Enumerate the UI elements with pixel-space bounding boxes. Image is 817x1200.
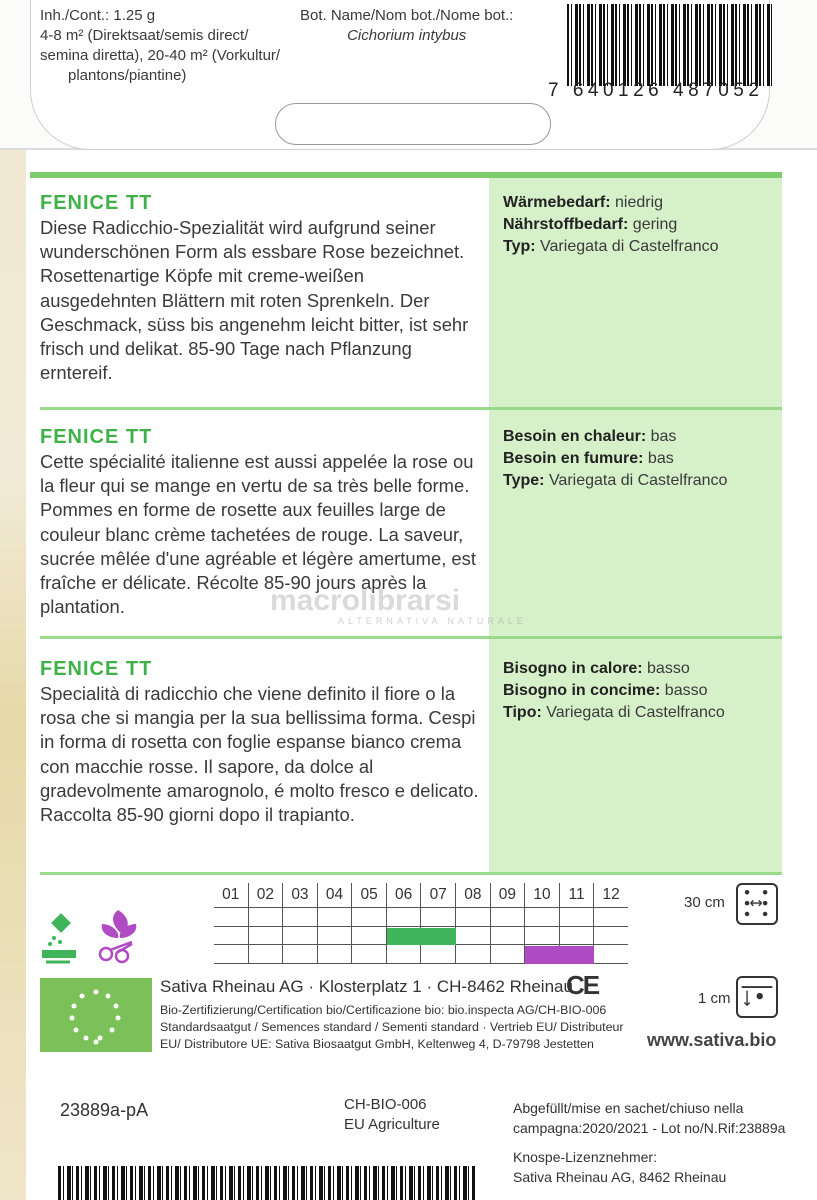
month-label: 08 — [455, 883, 490, 907]
contents-line: semina diretta), 20-40 m² (Vorkultur/ — [40, 47, 281, 64]
ean-number: 7 640126 487052 — [548, 80, 764, 101]
botanical-label: Bot. Name/Nom bot./Nome bot.: — [300, 7, 514, 24]
ce-mark: CE — [566, 970, 599, 1000]
eu-organic-logo — [40, 978, 152, 1052]
filling-info — [513, 1098, 785, 1138]
property-row: Type: Variegata di Castelfranco — [503, 472, 728, 489]
watermark-tagline: ALTERNATIVA NATURALE — [338, 616, 527, 626]
property-row: Tipo: Variegata di Castelfranco — [503, 704, 725, 721]
properties-italian — [503, 658, 725, 724]
property-row: Besoin en fumure: bas — [503, 450, 674, 467]
harvest-icon — [92, 906, 144, 966]
lot-code: 23889a-pA — [60, 1100, 149, 1120]
properties-german — [503, 192, 719, 258]
contents-line: 4-8 m² (Direktsaat/semis direct/ — [40, 27, 249, 44]
row-spacing-icon — [736, 883, 778, 925]
month-label: 03 — [282, 883, 317, 907]
sowing-calendar — [214, 883, 628, 963]
sowing-depth-icon — [736, 976, 778, 1018]
bio-code — [344, 1095, 440, 1135]
contents-line: Inh./Cont.: 1.25 g — [40, 7, 156, 24]
planting-period-bar — [387, 928, 456, 946]
filled-line: Abgefüllt/mise en sachet/chiuso nella — [513, 1100, 744, 1116]
month-label: 10 — [524, 883, 559, 907]
website-link[interactable]: www.sativa.bio — [647, 1030, 777, 1050]
row-spacing-label: 30 cm — [684, 894, 725, 911]
month-label: 05 — [351, 883, 386, 907]
property-row: Nährstoffbedarf: gering — [503, 216, 678, 233]
property-row: Typ: Variegata di Castelfranco — [503, 238, 719, 255]
sowing-depth-label: 1 cm — [698, 990, 731, 1007]
botanical-info — [300, 6, 513, 46]
properties-panel — [489, 178, 782, 873]
calendar-row — [214, 908, 628, 927]
description-german — [40, 190, 485, 385]
licensee-line: Sativa Rheinau AG, 8462 Rheinau — [513, 1169, 727, 1185]
section-divider — [40, 872, 782, 875]
filled-line: campagna:2020/2021 - Lot no/N.Rif:23889a — [513, 1120, 786, 1136]
property-row: Besoin en chaleur: bas — [503, 428, 677, 445]
property-row: Bisogno in calore: basso — [503, 660, 690, 677]
bottom-barcode — [58, 1166, 476, 1200]
month-label: 07 — [420, 883, 455, 907]
contents-info — [40, 6, 280, 86]
hang-hole — [275, 103, 551, 145]
variety-title: FENICE TT — [40, 426, 153, 448]
month-label: 02 — [248, 883, 283, 907]
watermark-logo: macrolibrarsi — [270, 584, 461, 617]
packet-edge-left — [0, 0, 26, 1200]
ch-bio-code: CH-BIO-006 — [344, 1096, 427, 1113]
description-italian — [40, 656, 485, 827]
calendar-grid — [214, 907, 628, 963]
variety-title: FENICE TT — [40, 192, 153, 214]
harvest-period-bar — [525, 946, 594, 964]
month-label: 12 — [593, 883, 628, 907]
calendar-months — [214, 883, 628, 907]
month-label: 01 — [222, 886, 240, 903]
variety-description: Diese Radicchio-Spezialität wird aufgrund seiner wunderschönen Form als essbare Rose bezeichnet. Rosettenartige Köpfe mit creme-weißen ausgedehnten Blättern mit roten Sprenkeln. Der Geschmack, süss bis angenehm leicht bitter, ist sehr frisch und delikat. 85-90 Tage nach Pflanzung erntereif. — [40, 217, 469, 384]
company-address: Sativa Rheinau AG · Klosterplatz 1 · CH-8462 Rheinau — [160, 977, 573, 996]
properties-french — [503, 426, 727, 492]
licensee-line: Knospe-Lizenznehmer: — [513, 1149, 657, 1165]
certification-text: Bio-Zertifizierung/Certification bio/Certificazione bio: bio.inspecta AG/CH-BIO-006 Standardsaatgut / Semences standard / Sementi standard · Vertrieb EU/ Distributeur EU/ Distributore UE: Sativa Biosaatgut GmbH, Keltenweg 4, D-79798 Jestetten — [160, 1003, 624, 1051]
property-row: Bisogno in concime: basso — [503, 682, 708, 699]
month-label: 09 — [490, 883, 525, 907]
variety-description: Cette spécialité italienne est aussi appelée la rose ou la fleur qui se mange en vertu de sa très belle forme. Pommes en forme de rosette aux feuilles large de couleur blanc crème tachetées de rouge. La saveur, sucrée mêlée d'une agréable et légère amertume, est fraîche er délicate. Récolte 85-90 jours après la plantation. — [40, 451, 476, 618]
contents-line: plantons/piantine) — [68, 67, 187, 84]
month-label: 04 — [317, 883, 352, 907]
month-label: 11 — [559, 883, 594, 907]
month-label: 06 — [386, 883, 421, 907]
section-divider — [40, 407, 782, 410]
variety-title: FENICE TT — [40, 658, 153, 680]
sowing-icon — [40, 912, 80, 968]
licensee-info — [513, 1147, 726, 1187]
property-row: Wärmebedarf: niedrig — [503, 194, 664, 211]
botanical-name: Cichorium intybus — [347, 27, 467, 44]
eu-agriculture: EU Agriculture — [344, 1116, 440, 1133]
section-divider — [40, 636, 782, 639]
variety-description: Specialità di radicchio che viene definito il fiore o la rosa che si mangia per la sua bellissima forma. Cespi in forma di rosetta con foglie espanse bianco crema con macchie rosse. Il sapore, da dolce al gradevolmente amarognolo, é molto fresco e delicato. Raccolta 85-90 giorni dopo il trapianto. — [40, 683, 479, 826]
ean-barcode — [567, 4, 772, 86]
